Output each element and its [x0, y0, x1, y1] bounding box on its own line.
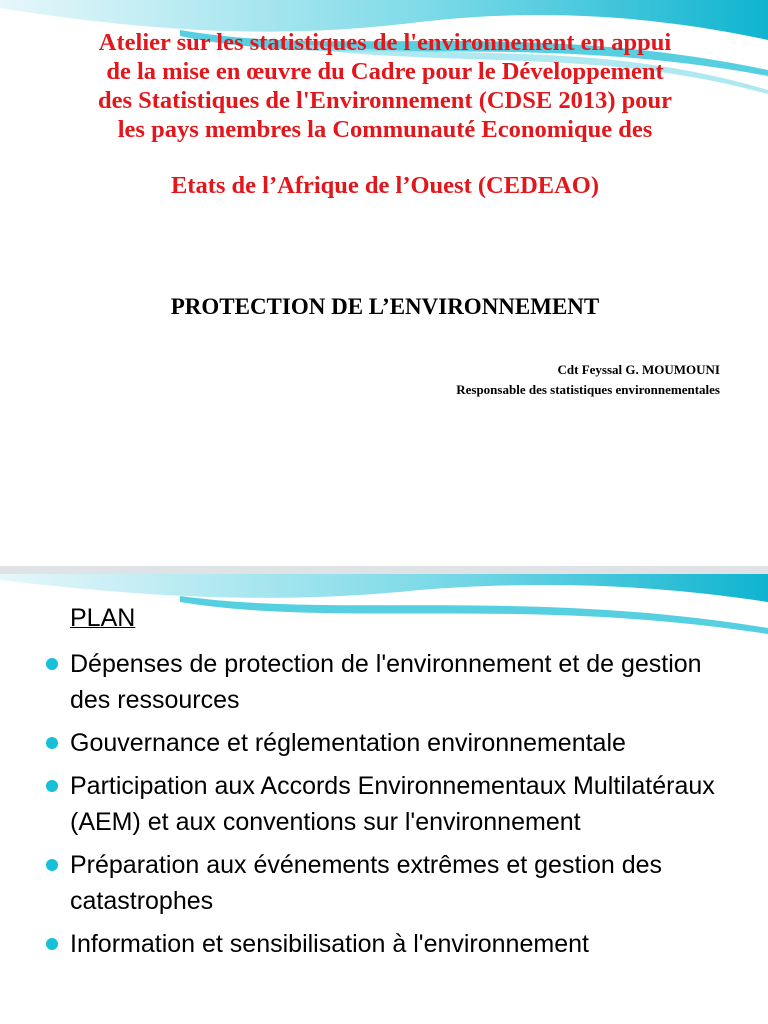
title-last-line: Etats de l’Afrique de l’Ouest (CEDEAO)	[170, 172, 600, 199]
list-item	[46, 926, 746, 962]
workshop-title	[40, 28, 730, 144]
list-item	[46, 847, 746, 919]
bullet-icon	[46, 658, 58, 670]
list-item-text: Participation aux Accords Environnementaux Multilatéraux (AEM) et aux conventions sur l'environnement	[70, 772, 715, 836]
author-role: Responsable des statistiques environnementales	[456, 382, 720, 397]
bullet-icon	[46, 780, 58, 792]
bullet-icon	[46, 938, 58, 950]
title-line: Atelier sur les statistiques de l'environnement en appui	[98, 29, 672, 56]
list-item	[46, 768, 746, 840]
list-item-text: Gouvernance et réglementation environnementale	[70, 729, 626, 757]
list-item-text: Dépenses de protection de l'environnement et de gestion des ressources	[70, 650, 702, 714]
list-item	[46, 725, 746, 761]
title-line: des Statistiques de l'Environnement (CDSE 2013) pour	[97, 87, 672, 114]
author-block	[456, 360, 720, 400]
plan-bullet-list	[46, 646, 746, 969]
plan-title: PLAN	[70, 604, 136, 632]
bullet-icon	[46, 859, 58, 871]
author-name: Cdt Feyssal G. MOUMOUNI	[557, 362, 720, 377]
slide-heading: PROTECTION DE L’ENVIRONNEMENT	[170, 294, 600, 319]
list-item	[46, 646, 746, 718]
list-item-text: Information et sensibilisation à l'environnement	[70, 930, 589, 958]
title-line: de la mise en œuvre du Cadre pour le Développement	[106, 58, 664, 85]
bullet-icon	[46, 737, 58, 749]
list-item-text: Préparation aux événements extrêmes et gestion des catastrophes	[70, 851, 663, 915]
title-line: les pays membres la Communauté Economique des	[117, 116, 653, 143]
